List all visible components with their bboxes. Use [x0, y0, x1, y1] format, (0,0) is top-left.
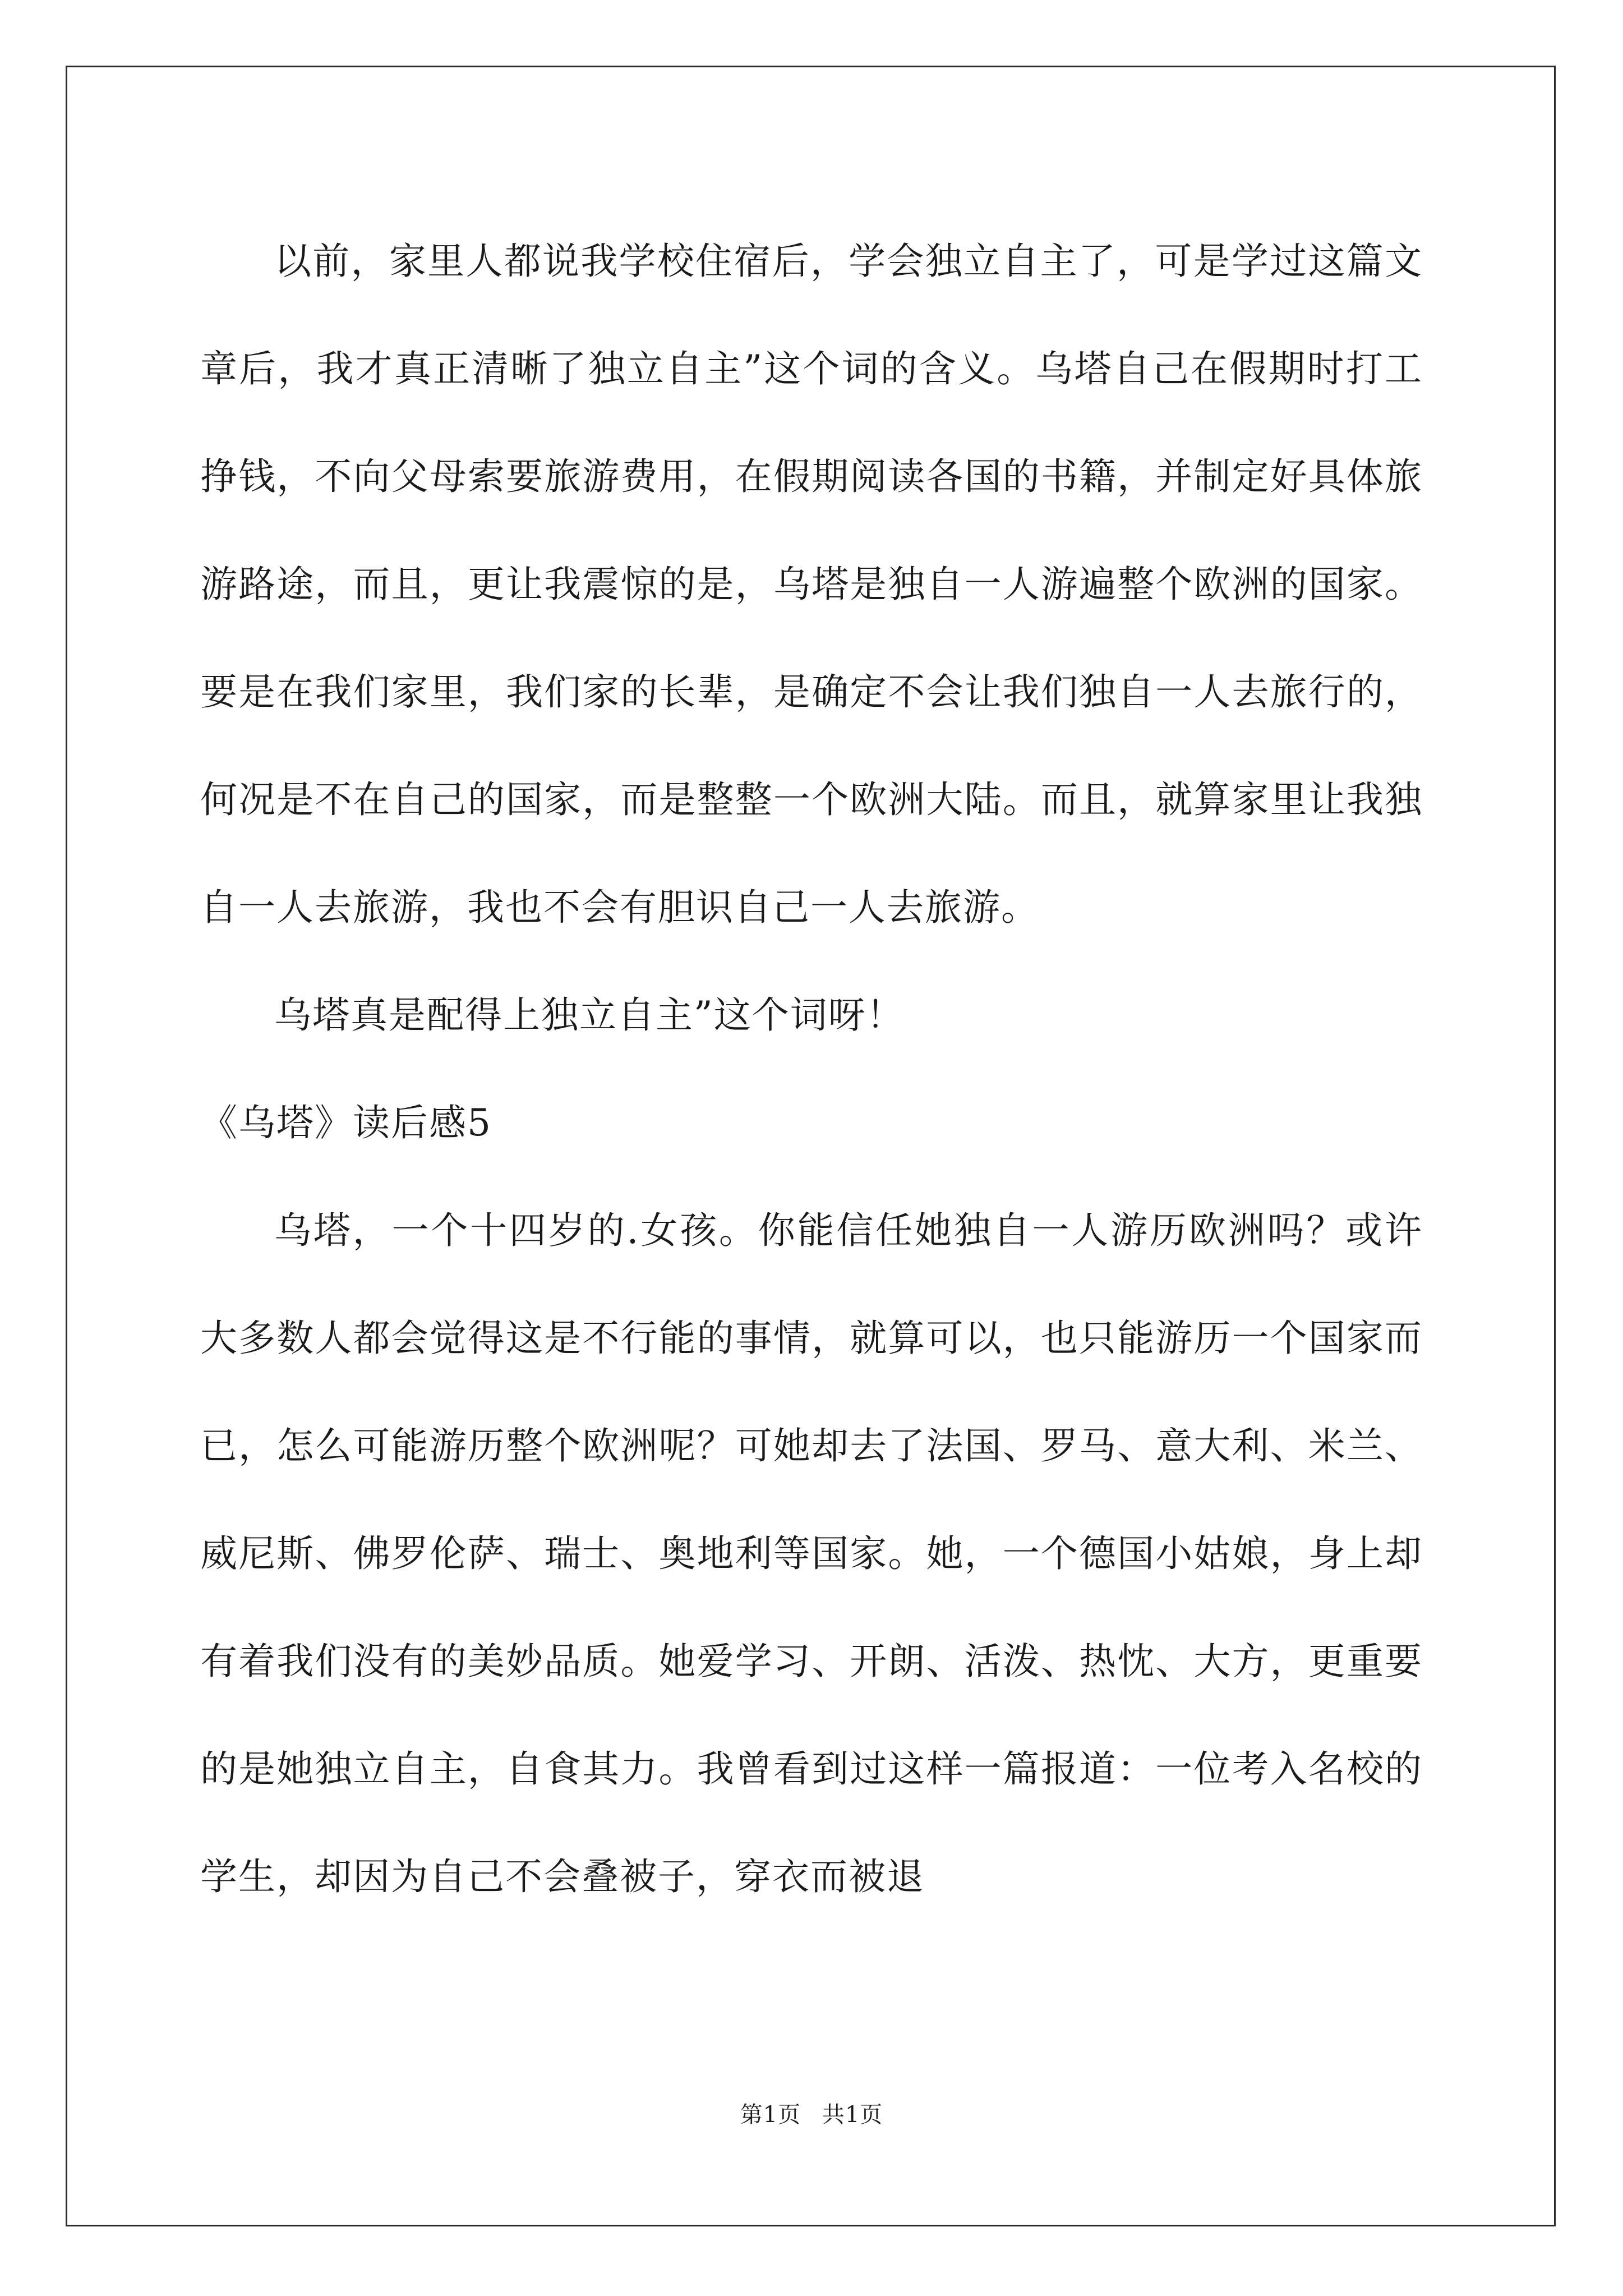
paragraph-1: 以前，家里人都说我学校住宿后，学会独立自主了，可是学过这篇文章后，我才真正清晰了独立自主”这个词的含义。乌塔自己在假期时打工挣钱，不向父母索要旅游费用，在假期阅读各国的书籍，并制定好具体旅游路途，而且，更让我震惊的是，乌塔是独自一人游遍整个欧洲的国家。要是在我们家里，我们家的长辈，是确定不会让我们独自一人去旅行的，何况是不在自己的国家，而是整整一个欧洲大陆。而且，就算家里让我独自一人去旅游，我也不会有胆识自己一人去旅游。 [200, 240, 1423, 929]
section-heading: 《乌塔》读后感5 [200, 1101, 492, 1144]
page-number-total: 共1页 [822, 2102, 883, 2128]
page-number-current: 第1页 [740, 2102, 801, 2128]
paragraph-2: 乌塔真是配得上独立自主”这个词呀！ [274, 993, 905, 1037]
document-body [200, 208, 1423, 1931]
page-footer [0, 2101, 1623, 2129]
paragraph-3: 乌塔，一个十四岁的.女孩。你能信任她独自一人游历欧洲吗？或许大多数人都会觉得这是不行能的事情，就算可以，也只能游历一个国家而已，怎么可能游历整个欧洲呢？可她却去了法国、罗马、意大利、米兰、威尼斯、佛罗伦萨、瑞士、奥地利等国家。她，一个德国小姑娘，身上却有着我们没有的美妙品质。她爱学习、开朗、活泼、热忱、大方，更重要的是她独立自主，自食其力。我曾看到过这样一篇报道：一位考入名校的学生，却因为自己不会叠被子，穿衣而被退 [200, 1209, 1423, 1898]
